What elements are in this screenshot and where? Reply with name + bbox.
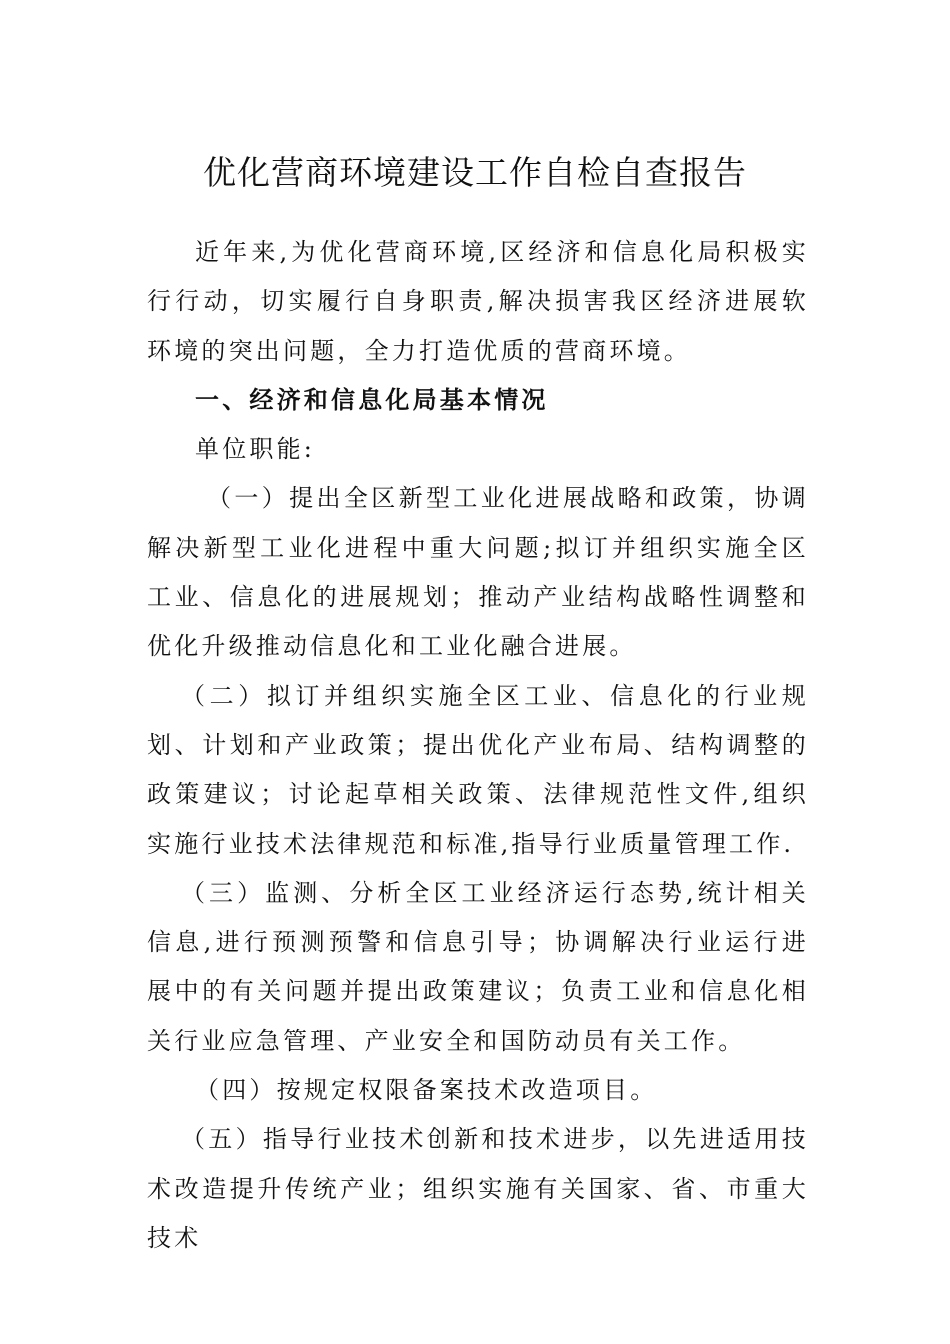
document-title: 优化营商环境建设工作自检自查报告 — [203, 153, 747, 193]
function-item-2: （二）拟订并组织实施全区工业、信息化的行业规划、计划和产业政策；提出优化产业布局、结构调整的政策建议；讨论起草相关政策、法律规范性文件,组织实施行业技术法律规范和标准,指导行业质量管理工作. — [147, 681, 809, 858]
function-item-4: （四）按规定权限备案技术改造项目。 — [195, 1076, 658, 1105]
intro-paragraph: 近年来,为优化营商环境,区经济和信息化局积极实行行动，切实履行自身职责,解决损害我区经济进展软环境的突出问题，全力打造优质的营商环境。 — [147, 238, 809, 365]
unit-functions-label: 单位职能: — [195, 435, 316, 464]
section-heading: 一、经济和信息化局基本情况 — [195, 385, 549, 414]
function-item-3: （三）监测、分析全区工业经济运行态势,统计相关信息,进行预测预警和信息引导；协调解决行业运行进展中的有关问题并提出政策建议；负责工业和信息化相关行业应急管理、产业安全和国防动员有关工作。 — [147, 878, 809, 1055]
document-body — [147, 228, 809, 1263]
function-item-1: （一）提出全区新型工业化进展战略和政策，协调解决新型工业化进程中重大问题;拟订并组织实施全区工业、信息化的进展规划；推动产业结构战略性调整和优化升级推动信息化和工业化融合进展。 — [147, 484, 809, 661]
function-item-5: （五）指导行业技术创新和技术进步，以先进适用技术改造提升传统产业；组织实施有关国家、省、市重大技术 — [147, 1125, 809, 1252]
